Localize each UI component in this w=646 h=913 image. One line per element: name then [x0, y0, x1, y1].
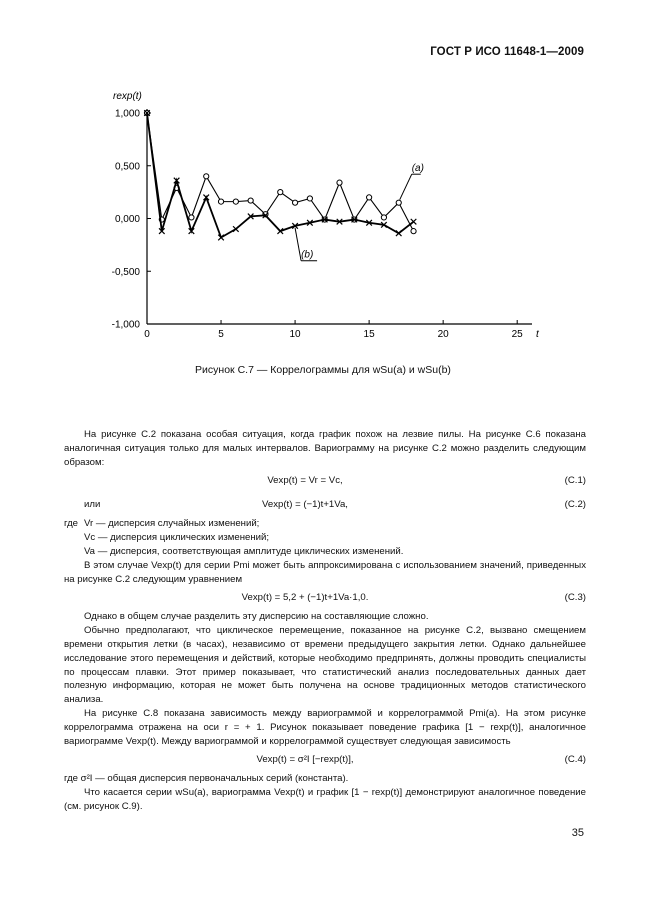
equation-c4: [64, 748, 586, 772]
paragraph: В этом случае Vexp(t) для серии Pmi может быть аппроксимирована с использованием значений, приведенных на рисунке С.2 следующим уравнением: [64, 559, 586, 585]
document-header: ГОСТ Р ИСО 11648-1—2009: [430, 46, 584, 58]
data-point-a: [233, 199, 238, 204]
paragraph: На рисунке С.8 показана зависимость между вариограммой и коррелограммой Pmi(a). На этом рисунке коррелограмма отражена на оси r = + 1. Рисунок показывает поведение графика [1 − rexp(t)], аналогичное вариограмме Vexp(t). Между вариограммой и коррелограммой существует следующая зависимость: [64, 707, 586, 747]
series-label-b: (b): [301, 249, 314, 261]
definition-item: [64, 531, 586, 545]
paragraph: где σ²I — общая дисперсия первоначальных серий (константа).: [64, 773, 349, 785]
definition-item: [64, 545, 586, 559]
data-point-a: [381, 215, 386, 220]
equation-number: (С.4): [564, 754, 586, 766]
x-tick-label: 5: [218, 329, 224, 340]
definition-item: [64, 517, 586, 531]
data-point-a: [307, 196, 312, 201]
definition-text: Vc — дисперсия циклических изменений;: [84, 532, 270, 544]
y-tick-label: -0,500: [111, 266, 140, 278]
data-point-a: [367, 195, 372, 200]
y-tick-label: 1,000: [114, 108, 140, 120]
equation-expression: Vexp(t) = Vr = Vc,: [267, 475, 343, 487]
equation-expression: Vexp(t) = (−1)t+1Va,: [262, 499, 348, 511]
data-point-a: [396, 200, 401, 205]
data-point-a: [411, 229, 416, 234]
x-tick-label: 20: [437, 329, 449, 340]
paragraph: Однако в общем случае разделить эту дисперсию на составляющие сложно.: [84, 611, 429, 623]
y-tick-label: -1,000: [111, 319, 140, 331]
equation-lead: или: [84, 499, 101, 511]
body-text: [64, 428, 586, 814]
leader-a: [400, 174, 412, 199]
paragraph: Что касается серии wSu(a), вариограмма Vexp(t) и график [1 − rexp(t)] демонстрируют аналогичное поведение (см. рисунок С.9).: [64, 787, 586, 812]
data-point-a: [292, 200, 297, 205]
data-point-b: [396, 230, 402, 236]
data-point-a: [204, 174, 209, 179]
equation-number: (С.1): [564, 475, 586, 487]
y-axis-label: rexp(t): [113, 91, 142, 102]
x-tick-label: 10: [289, 329, 301, 340]
x-tick-label: 0: [144, 329, 150, 340]
definition-text: Va — дисперсия, соответствующая амплитуде циклических изменений.: [84, 545, 404, 557]
correlogram-chart: [70, 75, 570, 355]
x-tick-label: 25: [511, 329, 523, 340]
definition-text: Vr — дисперсия случайных изменений;: [84, 518, 260, 530]
where-label: где: [64, 518, 79, 530]
equation-c3: [64, 586, 586, 610]
x-axis-label: t: [536, 329, 539, 340]
data-point-b: [233, 226, 239, 232]
equation-number: (С.2): [564, 499, 586, 511]
equation-expression: Vexp(t) = 5,2 + (−1)t+1Va·1,0.: [241, 592, 369, 604]
data-point-a: [278, 190, 283, 195]
x-tick-label: 15: [363, 329, 375, 340]
data-point-a: [337, 180, 342, 185]
equation-c2: [64, 493, 586, 517]
paragraph: На рисунке С.2 показана особая ситуация, когда график похож на лезвие пилы. На рисунке С.6 показана аналогичная ситуация только для малых интервалов. Вариограмму на рисунке С.2 можно разделить следующим образом:: [64, 429, 586, 468]
equation-number: (С.3): [564, 592, 586, 604]
equation-c1: [64, 469, 586, 493]
data-point-b: [411, 219, 417, 225]
page-number: 35: [571, 827, 584, 839]
paragraph: Обычно предполагают, что циклическое перемещение, показанное на рисунке С.2, вызвано смещением времени открытия летки (в часах), независимо от времени предыдущего закрытия летки. Однако дальнейшее исследование этого перемещения и действий, которые необходимо предпринять, должны проводить специалисты по процессам плавки. Этот пример показывает, что статистический анализ последовательных данных дает полезную информацию, которая не может быть получена на основе традиционных методов статистического анализа.: [64, 625, 586, 706]
equation-expression: Vexp(t) = σ²I [−rexp(t)],: [256, 754, 354, 766]
series-line-b: [147, 113, 414, 237]
data-point-a: [189, 215, 194, 220]
y-tick-label: 0,000: [114, 214, 140, 225]
figure-caption: Рисунок С.7 — Коррелограммы для wSu(a) и wSu(b): [195, 364, 451, 376]
series-label-a: (a): [411, 163, 424, 175]
data-point-a: [218, 199, 223, 204]
data-point-a: [248, 198, 253, 203]
y-tick-label: 0,500: [114, 161, 140, 173]
